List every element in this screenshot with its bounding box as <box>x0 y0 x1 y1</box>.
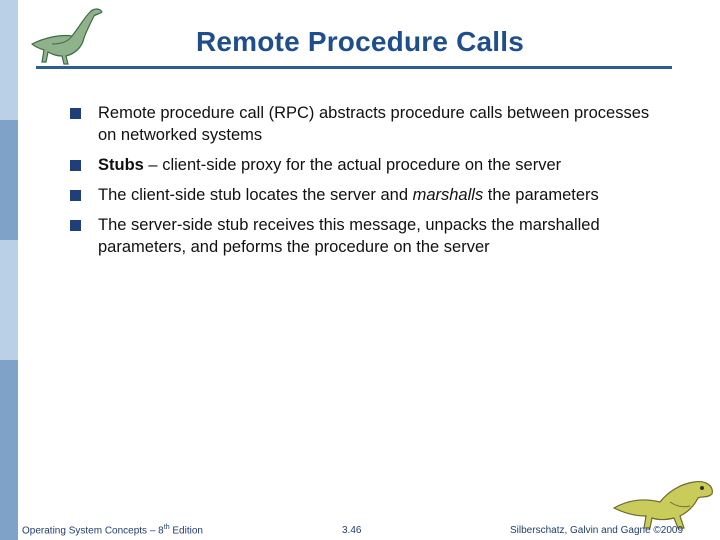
footer-book-title-text: Operating System Concepts – 8 <box>22 525 164 536</box>
left-sidebar-bar <box>0 0 18 540</box>
bullet-term: Stubs <box>98 156 144 174</box>
bullet-text: on networked systems <box>98 126 263 144</box>
bullet-item <box>70 102 710 146</box>
title-divider <box>36 66 672 69</box>
bullet-text: – client-side proxy for the actual procedure on the server <box>143 156 562 174</box>
bullet-text: Remote procedure call (RPC) abstracts procedure calls between processes <box>98 104 650 122</box>
footer-book-title-tail: Edition <box>169 525 203 536</box>
bullet-item <box>70 184 710 206</box>
bullet-item <box>70 214 710 258</box>
sidebar-segment <box>0 0 18 120</box>
square-bullet-icon <box>70 160 81 171</box>
footer-book-edition-sup: th <box>163 523 170 531</box>
page-title: Remote Procedure Calls <box>195 26 525 57</box>
square-bullet-icon <box>70 190 81 201</box>
footer-book-title <box>22 524 203 536</box>
square-bullet-icon <box>70 108 81 119</box>
footer-authors: Silberschatz, Galvin and Gagne ©2009 <box>510 525 684 536</box>
square-bullet-icon <box>70 220 81 231</box>
bullet-emphasis: marshalls <box>412 186 484 204</box>
bullet-list <box>70 102 710 266</box>
bullet-text: the parameters <box>483 186 599 204</box>
bullet-text: parameters, and peforms the procedure on the server <box>98 238 490 256</box>
bullet-item <box>70 154 710 176</box>
sidebar-segment <box>0 240 18 360</box>
bullet-text: The client-side stub locates the server and <box>98 186 413 204</box>
dinosaur-logo-bottom <box>610 462 718 532</box>
footer-page-number: 3.46 <box>342 525 362 536</box>
bullet-text: The server-side stub receives this message, unpacks the marshalled <box>98 216 600 234</box>
